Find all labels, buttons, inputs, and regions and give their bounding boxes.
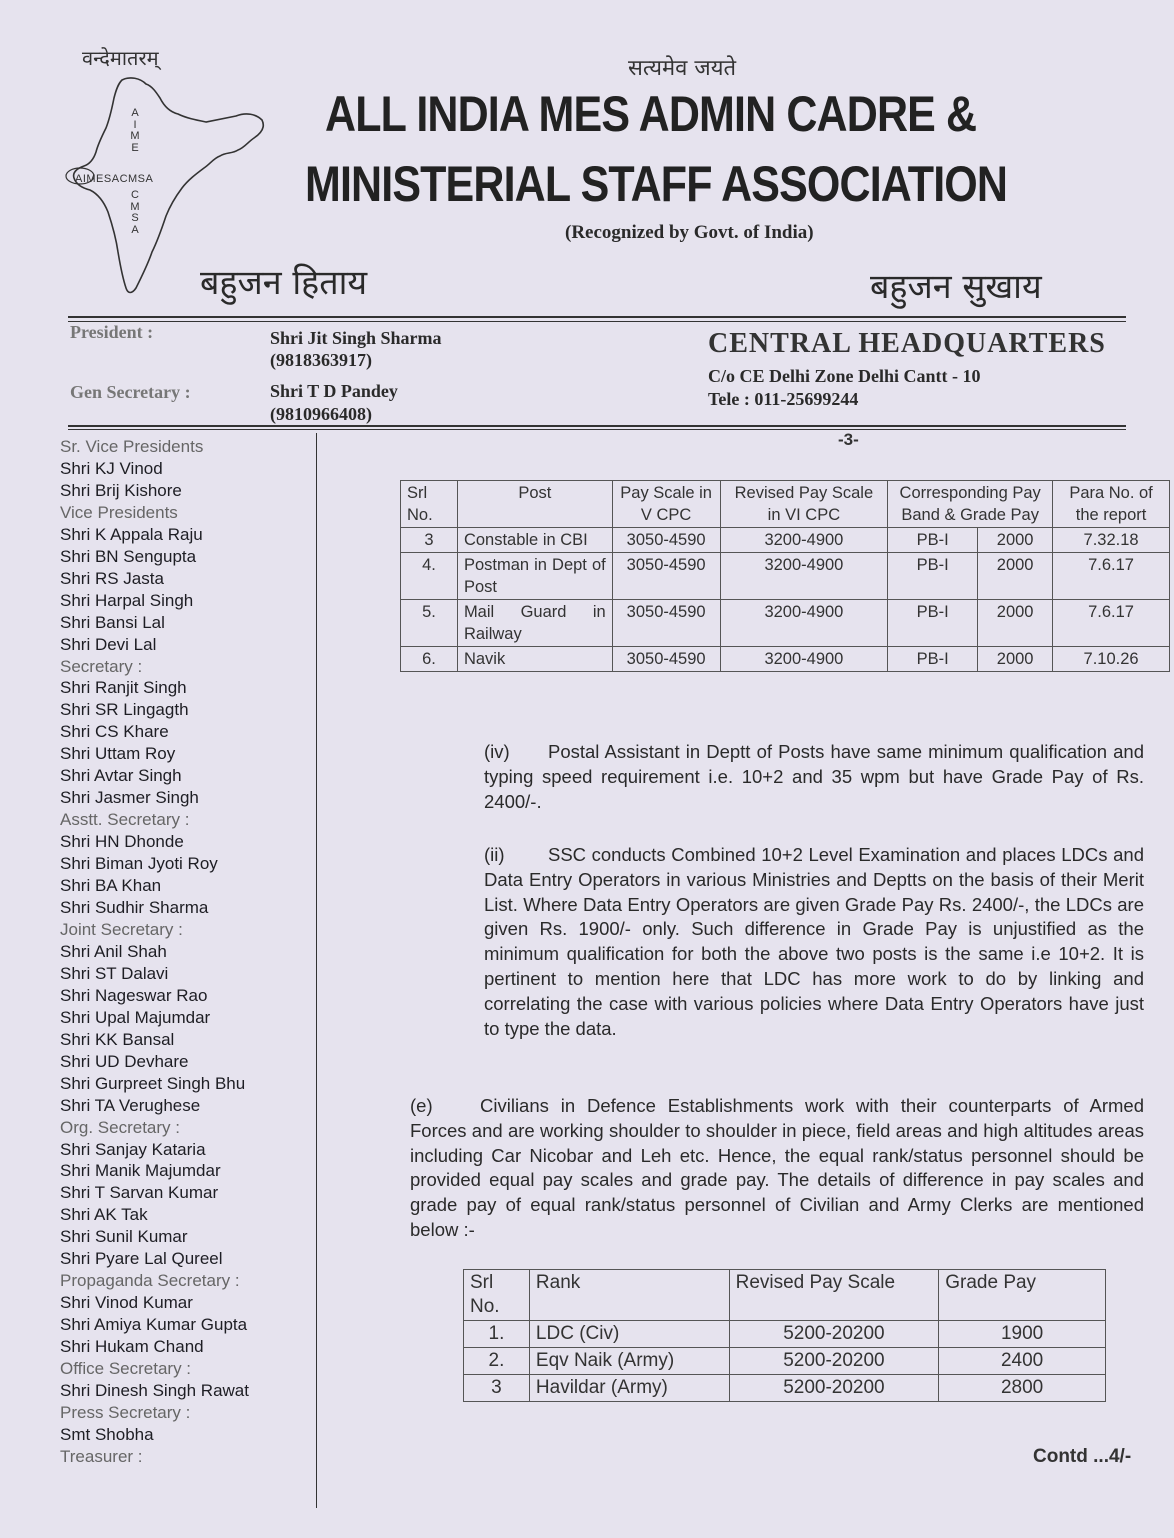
- cell-grade-pay: 2000: [978, 600, 1053, 647]
- sidebar-member-name: Shri CS Khare: [60, 722, 169, 742]
- sidebar-member-name: Shri RS Jasta: [60, 568, 164, 588]
- sidebar-role-title: Org. Secretary :: [60, 1117, 180, 1137]
- sidebar-member-name: Shri K Appala Raju: [60, 524, 203, 544]
- sidebar-member-name: Shri Avtar Singh: [60, 766, 182, 786]
- cell-pay-band: PB-I: [888, 647, 978, 672]
- sidebar-member-name: Shri Hukam Chand: [60, 1337, 204, 1357]
- table-row: [401, 600, 1170, 647]
- sidebar-member-name: Shri UD Devhare: [60, 1051, 189, 1071]
- pay-scale-table: [400, 480, 1170, 672]
- header-rule: [68, 316, 1126, 322]
- paragraph-iv-text: Postal Assistant in Deptt of Posts have same minimum qualification and typing speed requirement i.e. 10+2 and 35 wpm but have Grade Pay of Rs. 2400/-.: [484, 741, 1144, 812]
- paragraph-e: [410, 1094, 1144, 1243]
- paragraph-ii-label: (ii): [484, 844, 505, 865]
- header-rank: Rank: [529, 1270, 729, 1321]
- cell-rank: Eqv Naik (Army): [529, 1348, 729, 1375]
- president-label: President :: [70, 322, 154, 342]
- sidebar-role-title: Office Secretary :: [60, 1359, 192, 1379]
- sidebar-member-name: Shri Ranjit Singh: [60, 678, 187, 698]
- table-row: [464, 1348, 1106, 1375]
- sidebar-role-title: Vice Presidents: [60, 502, 178, 522]
- sidebar-member-name: Shri Manik Majumdar: [60, 1161, 221, 1181]
- president-name: Shri Jit Singh Sharma: [270, 328, 442, 348]
- header-srl: Srl No.: [401, 481, 458, 528]
- hq-title: CENTRAL HEADQUARTERS: [708, 328, 1106, 359]
- sidebar-member-name: Shri BA Khan: [60, 876, 162, 896]
- cell-grade: 2400: [939, 1348, 1106, 1375]
- office-rule: [68, 425, 1126, 430]
- sidebar-divider: [316, 433, 317, 1508]
- cell-srl: 6.: [401, 647, 458, 672]
- recognized-note: (Recognized by Govt. of India): [565, 222, 814, 243]
- table-row: [464, 1321, 1106, 1348]
- table-row: [401, 647, 1170, 672]
- cell-scale: 5200-20200: [729, 1348, 939, 1375]
- cell-post: Postman in Dept of Post: [457, 553, 612, 600]
- header-grade: Grade Pay: [939, 1270, 1106, 1321]
- sidebar-member-name: Shri TA Verughese: [60, 1095, 201, 1115]
- cell-rank: LDC (Civ): [529, 1321, 729, 1348]
- paragraph-e-label: (e): [410, 1095, 433, 1116]
- sidebar-member-name: Shri Amiya Kumar Gupta: [60, 1315, 248, 1335]
- cell-post: Navik: [457, 647, 612, 672]
- cell-para: 7.6.17: [1053, 553, 1170, 600]
- logo-vertical-letters: A I M E C M S A: [130, 107, 140, 236]
- sidebar-member-name: Shri ST Dalavi: [60, 963, 169, 983]
- cell-srl: 5.: [401, 600, 458, 647]
- cell-post: Mail Guard in Railway: [457, 600, 612, 647]
- cell-pay-band: PB-I: [888, 600, 978, 647]
- sidebar-member-name: Shri Gurpreet Singh Bhu: [60, 1073, 246, 1093]
- gensec-name: Shri T D Pandey: [270, 381, 398, 401]
- sidebar-member-name: Shri Biman Jyoti Roy: [60, 854, 218, 874]
- sidebar-member-name: Shri Pyare Lal Qureel: [60, 1249, 223, 1269]
- motto-right: बहुजन सुखाय: [870, 267, 1042, 307]
- sidebar-member-name: Shri Jasmer Singh: [60, 788, 199, 808]
- cell-v-cpc: 3050-4590: [612, 528, 720, 553]
- org-title-line1: ALL INDIA MES ADMIN CADRE &: [325, 86, 977, 142]
- header-pay-band: Corresponding Pay Band & Grade Pay: [888, 481, 1053, 528]
- header-vi-cpc: Revised Pay Scale in VI CPC: [720, 481, 888, 528]
- cell-vi-cpc: 3200-4900: [720, 647, 888, 672]
- header-v-cpc: Pay Scale in V CPC: [612, 481, 720, 528]
- cell-vi-cpc: 3200-4900: [720, 528, 888, 553]
- table-row: [464, 1375, 1106, 1402]
- page-number: -3-: [838, 430, 859, 449]
- header-scale: Revised Pay Scale: [729, 1270, 939, 1321]
- cell-grade-pay: 2000: [978, 553, 1053, 600]
- sidebar-role-title: Asstt. Secretary :: [60, 810, 190, 830]
- continued-note: Contd ...4/-: [1033, 1446, 1132, 1467]
- sidebar-member-name: Shri HN Dhonde: [60, 832, 184, 852]
- sidebar-member-name: Shri KK Bansal: [60, 1029, 175, 1049]
- sidebar-member-name: Shri KJ Vinod: [60, 458, 163, 478]
- sidebar-role-title: Propaganda Secretary :: [60, 1271, 240, 1291]
- cell-v-cpc: 3050-4590: [612, 647, 720, 672]
- cell-srl: 4.: [401, 553, 458, 600]
- cell-grade-pay: 2000: [978, 647, 1053, 672]
- cell-scale: 5200-20200: [729, 1321, 939, 1348]
- paragraph-ii: [484, 843, 1144, 1041]
- cell-grade-pay: 2000: [978, 528, 1053, 553]
- sidebar-role-title: Treasurer :: [60, 1446, 143, 1466]
- cell-srl: 1.: [464, 1321, 530, 1348]
- cell-srl: 3: [401, 528, 458, 553]
- sidebar-member-name: Shri Uttam Roy: [60, 744, 176, 764]
- cell-post: Constable in CBI: [457, 528, 612, 553]
- sidebar-member-name: Shri T Sarvan Kumar: [60, 1183, 219, 1203]
- hq-address: C/o CE Delhi Zone Delhi Cantt - 10: [708, 366, 981, 386]
- sidebar-member-name: Shri Nageswar Rao: [60, 985, 208, 1005]
- cell-scale: 5200-20200: [729, 1375, 939, 1402]
- cell-para: 7.32.18: [1053, 528, 1170, 553]
- table-row: [401, 553, 1170, 600]
- sidebar-role-title: Press Secretary :: [60, 1402, 191, 1422]
- sidebar-member-name: Smt Shobha: [60, 1424, 154, 1444]
- cell-vi-cpc: 3200-4900: [720, 600, 888, 647]
- table-row: [401, 528, 1170, 553]
- cell-grade: 2800: [939, 1375, 1106, 1402]
- cell-para: 7.6.17: [1053, 600, 1170, 647]
- sidebar-role-title: Sr. Vice Presidents: [60, 437, 204, 456]
- motto-left: बहुजन हिताय: [200, 263, 368, 303]
- paragraph-e-text: Civilians in Defence Establishments work with their counterparts of Armed Forces and are working shoulder to shoulder in piece, field areas and high altitudes areas including Car Nicobar and Leh etc. Hence, the equal rank/status personnel should be provided equal pay scales and grade pay. The details of difference in pay scales and grade pay of equal rank/status personnel of Civilian and Army Clerks are mentioned below :-: [410, 1095, 1144, 1240]
- motto-vandemataram: वन्देमातरम्: [82, 46, 159, 70]
- president-phone: (9818363917): [270, 350, 372, 370]
- cell-rank: Havildar (Army): [529, 1375, 729, 1402]
- sidebar-member-name: Shri Sanjay Kataria: [60, 1139, 206, 1159]
- header-srl: Srl No.: [464, 1270, 530, 1321]
- org-title-line2: MINISTERIAL STAFF ASSOCIATION: [305, 156, 1008, 212]
- gensec-label: Gen Secretary :: [70, 382, 191, 402]
- cell-vi-cpc: 3200-4900: [720, 553, 888, 600]
- header-para: Para No. of the report: [1053, 481, 1170, 528]
- rank-pay-table: [463, 1269, 1106, 1402]
- sidebar-member-name: Shri Devi Lal: [60, 634, 157, 654]
- logo-horizontal-letters: AIMESACMSA: [75, 173, 154, 185]
- sidebar-role-title: Secretary :: [60, 656, 143, 676]
- cell-grade: 1900: [939, 1321, 1106, 1348]
- cell-para: 7.10.26: [1053, 647, 1170, 672]
- sidebar-member-name: Shri SR Lingagth: [60, 700, 189, 720]
- table-header-row: [464, 1270, 1106, 1321]
- sidebar-member-name: Shri Dinesh Singh Rawat: [60, 1380, 249, 1400]
- paragraph-iv-label: (iv): [484, 741, 510, 762]
- cell-srl: 3: [464, 1375, 530, 1402]
- paragraph-iv: [484, 740, 1144, 814]
- hq-tele: Tele : 011-25699244: [708, 389, 859, 409]
- sidebar-role-title: Joint Secretary :: [60, 919, 183, 939]
- sidebar-member-name: Shri Brij Kishore: [60, 480, 182, 500]
- sidebar-member-name: Shri AK Tak: [60, 1205, 148, 1225]
- office-bearers-sidebar: [60, 436, 310, 1468]
- cell-pay-band: PB-I: [888, 553, 978, 600]
- sidebar-member-name: Shri Bansi Lal: [60, 612, 165, 632]
- paragraph-ii-text: SSC conducts Combined 10+2 Level Examination and places LDCs and Data Entry Operators in various Ministries and Deptts on the basis of their Merit List. Where Data Entry Operators are given Grade Pay Rs. 2400/-, the LDCs are given Rs. 1900/- only. Such difference in Grade Pay is unjustified as the minimum qualification for both the above two posts is the same i.e 10+2. It is pertinent to mention here that LDC has more work to do by linking and correlating the case with various policies where Data Entry Operators have just to type the data.: [484, 844, 1144, 1039]
- sidebar-member-name: Shri Upal Majumdar: [60, 1007, 211, 1027]
- sidebar-member-name: Shri Anil Shah: [60, 941, 167, 961]
- cell-v-cpc: 3050-4590: [612, 600, 720, 647]
- sidebar-member-name: Shri BN Sengupta: [60, 546, 197, 566]
- sidebar-member-name: Shri Harpal Singh: [60, 590, 194, 610]
- sidebar-member-name: Shri Sunil Kumar: [60, 1227, 188, 1247]
- motto-satyamev: सत्यमेव जयते: [628, 56, 737, 81]
- sidebar-member-name: Shri Vinod Kumar: [60, 1293, 193, 1313]
- header-post: Post: [457, 481, 612, 528]
- cell-v-cpc: 3050-4590: [612, 553, 720, 600]
- gensec-phone: (9810966408): [270, 404, 372, 424]
- sidebar-member-name: Shri Sudhir Sharma: [60, 898, 209, 918]
- table-header-row: [401, 481, 1170, 528]
- cell-srl: 2.: [464, 1348, 530, 1375]
- cell-pay-band: PB-I: [888, 528, 978, 553]
